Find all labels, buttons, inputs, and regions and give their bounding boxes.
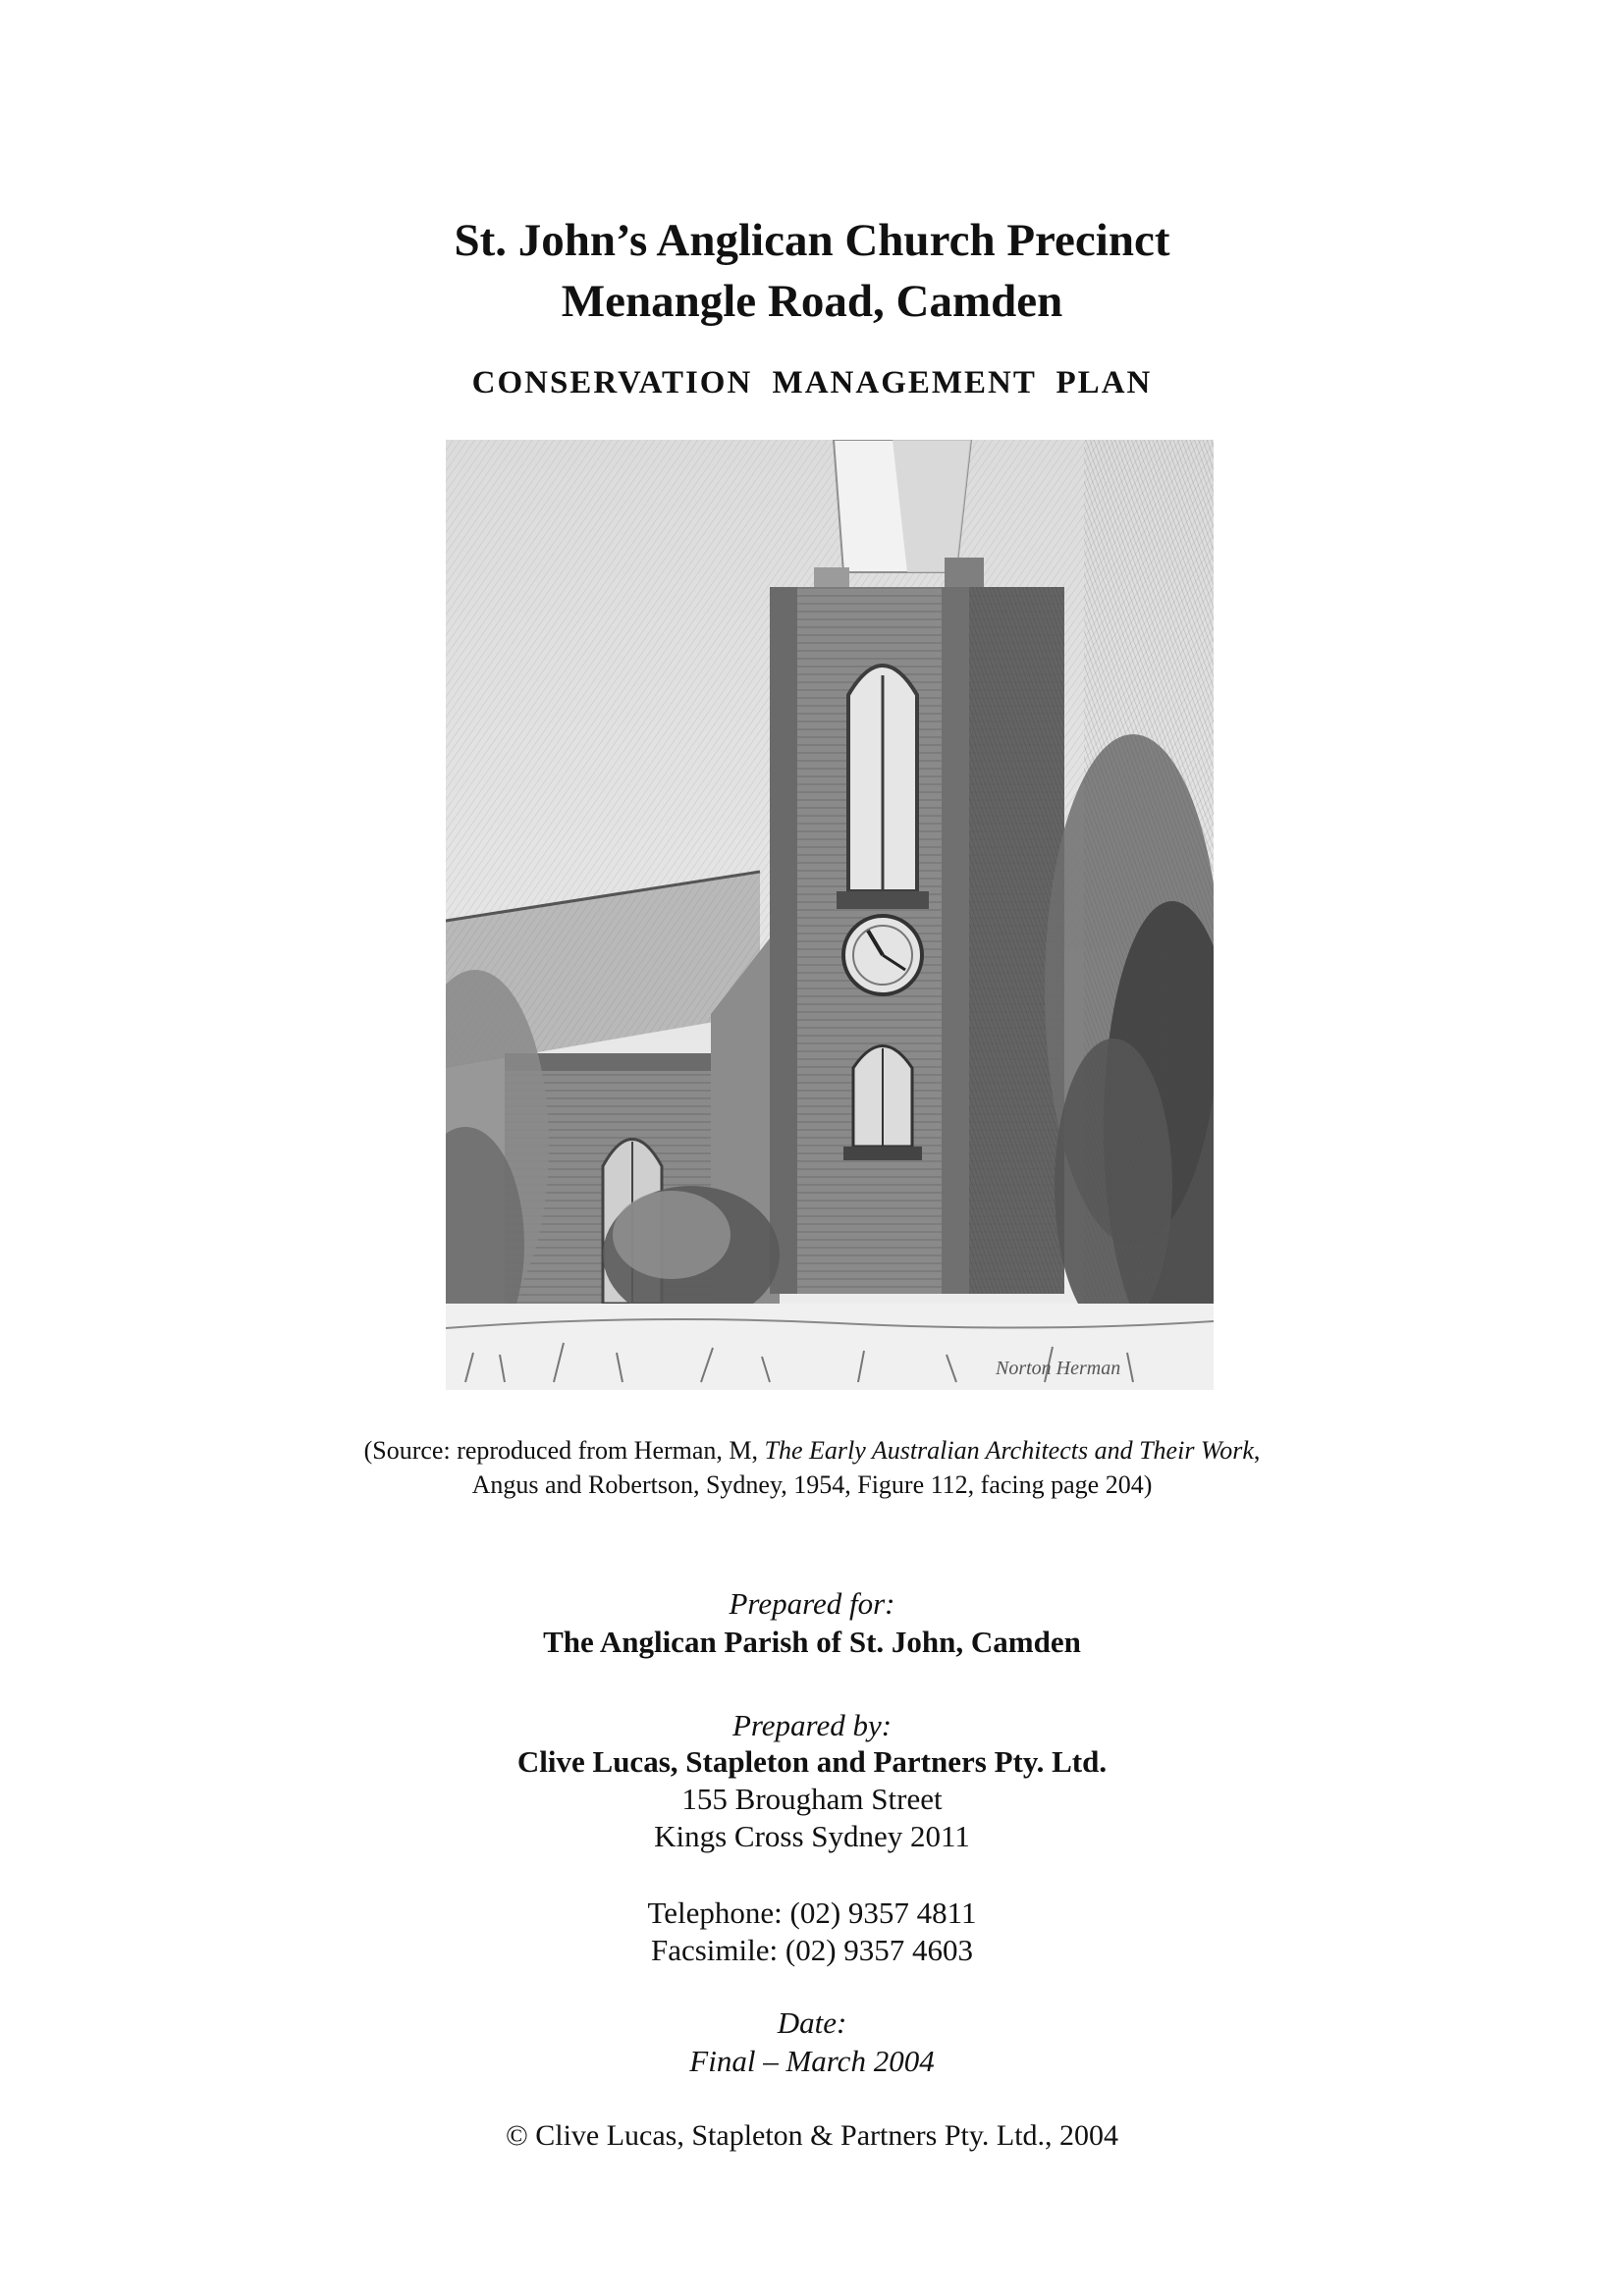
telephone-line: Telephone: (02) 9357 4811 xyxy=(647,1896,977,1930)
caption-comma: , xyxy=(1253,1436,1261,1465)
title-line-1: St. John’s Anglican Church Precinct xyxy=(454,215,1170,266)
date-label: Date: xyxy=(777,2005,847,2040)
copyright-notice: © Clive Lucas, Stapleton & Partners Pty. Ltd., 2004 xyxy=(505,2119,1119,2152)
date-value: Final – March 2004 xyxy=(689,2044,935,2078)
prepared-by-name: Clive Lucas, Stapleton and Partners Pty. Ltd. xyxy=(516,1744,1108,1779)
prepared-for-name: The Anglican Parish of St. John, Camden xyxy=(543,1625,1081,1659)
figure-caption-line-2: Angus and Robertson, Sydney, 1954, Figure 112, facing page 204) xyxy=(471,1470,1153,1499)
prepared-for-label: Prepared for: xyxy=(729,1586,895,1621)
caption-book-title: The Early Australian Architects and Their Work xyxy=(764,1436,1254,1465)
artist-signature: Norton Herman xyxy=(996,1358,1121,1379)
address-line-2: Kings Cross Sydney 2011 xyxy=(654,1819,970,1853)
caption-source-text: (Source: reproduced from Herman, M, xyxy=(363,1436,765,1465)
facsimile-line: Facsimile: (02) 9357 4603 xyxy=(650,1933,974,1967)
church-sketch-drawing xyxy=(446,440,1214,1390)
figure-caption-line-1 xyxy=(0,1433,1624,1468)
title-line-2: Menangle Road, Camden xyxy=(561,276,1063,327)
address-line-1: 155 Brougham Street xyxy=(681,1782,943,1816)
prepared-by-label: Prepared by: xyxy=(731,1708,893,1742)
document-subtitle: CONSERVATION MANAGEMENT PLAN xyxy=(471,365,1153,400)
church-sketch-image xyxy=(446,440,1214,1390)
